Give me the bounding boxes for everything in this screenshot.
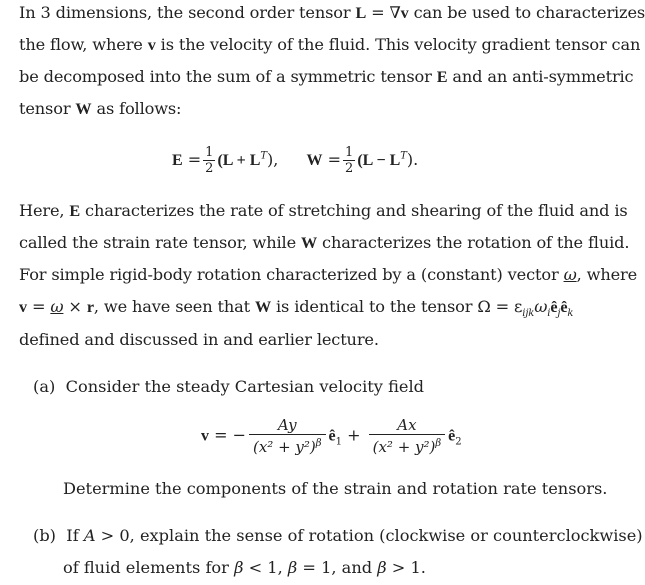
explanation-line-2: called the strain rate tensor, while W characterizes the rotation of the fluid. [19, 233, 630, 252]
intro-text: as follows: [91, 99, 182, 118]
part-a-task: Determine the components of the strain and rotation rate tensors. [63, 479, 608, 498]
intro-text: and an anti-symmetric [447, 67, 634, 86]
velocity-field-equation: v = − $\frac{Ay}{(x^2 + y^2)^\beta}$ $ê_1$ + $\frac{Ax}{(x^2 + y^2)^\beta}$ $ê_2$ [201, 416, 462, 456]
tensor-E: E [436, 68, 448, 86]
fraction-term-1: $\frac{Ay}{(x^2 + y^2)^\beta}$ [249, 416, 326, 456]
explanation-line-1: Here, E characterizes the rate of stretching and shearing of the fluid and is [19, 201, 628, 220]
part-a-label: (a) [33, 377, 56, 396]
intro-text: can be used to characterizes [408, 3, 645, 22]
fraction-half: $\frac{1}{2}$ [205, 145, 214, 176]
decomposition-equation: E = $\frac{1}{2}$ $(L + L^T)$, W = $\frac{1}{2}$ $(L - L^T)$. [172, 145, 419, 176]
intro-text: is the velocity of the fluid. This velocity gradient tensor can [155, 35, 641, 54]
intro-text: In 3 dimensions, the second order tensor [19, 3, 356, 22]
explanation-line-5: defined and discussed in and earlier lecture. [19, 330, 379, 349]
equals-nabla: = ∇ [366, 3, 401, 22]
tensor-W: W [75, 100, 92, 118]
intro-text: the flow, where [19, 35, 148, 54]
intro-line-3 [19, 67, 633, 87]
antisymmetric-part: (L − L [357, 152, 401, 169]
tensor-W: W [254, 298, 272, 316]
symmetric-part: (L + L [217, 152, 261, 169]
part-b-line-2: of fluid elements for β < 1, β = 1, and β > 1. [63, 558, 426, 577]
position-r: r [86, 298, 94, 316]
intro-line-2 [19, 35, 640, 55]
explanation-line-4: v = ω × r, we have seen that W is identical to the tensor $\Omega = \varepsilon_{ijk}\omega_iê_jê_k$ [19, 297, 574, 320]
velocity-v: v [19, 298, 27, 316]
tensor-E: E [69, 202, 81, 220]
velocity-v: v [201, 427, 209, 445]
tensor-E: E [172, 152, 183, 169]
omega-vector: ω [50, 297, 64, 316]
explanation-line-3: For simple rigid-body rotation characterized by a (constant) vector ω, where [19, 265, 638, 284]
omega-vector: ω [563, 265, 577, 284]
tensor-L: L [355, 4, 367, 22]
tensor-W: W [301, 234, 318, 252]
intro-line-4 [19, 99, 181, 119]
part-b-label: (b) [33, 526, 56, 545]
intro-line-1 [19, 3, 645, 23]
velocity-v: v [147, 36, 156, 54]
part-a-heading: (a) Consider the steady Cartesian velocity field [33, 377, 424, 396]
fraction-term-2: $\frac{Ax}{(x^2 + y^2)^\beta}$ [369, 416, 446, 456]
velocity-v: v [400, 4, 409, 22]
intro-text: tensor [19, 99, 76, 118]
part-b-line-1: (b) If A > 0, explain the sense of rotation (clockwise or counterclockwise) [33, 526, 643, 545]
fraction-half: $\frac{1}{2}$ [345, 145, 354, 176]
intro-text: be decomposed into the sum of a symmetric tensor [19, 67, 437, 86]
tensor-W: W [306, 152, 323, 169]
